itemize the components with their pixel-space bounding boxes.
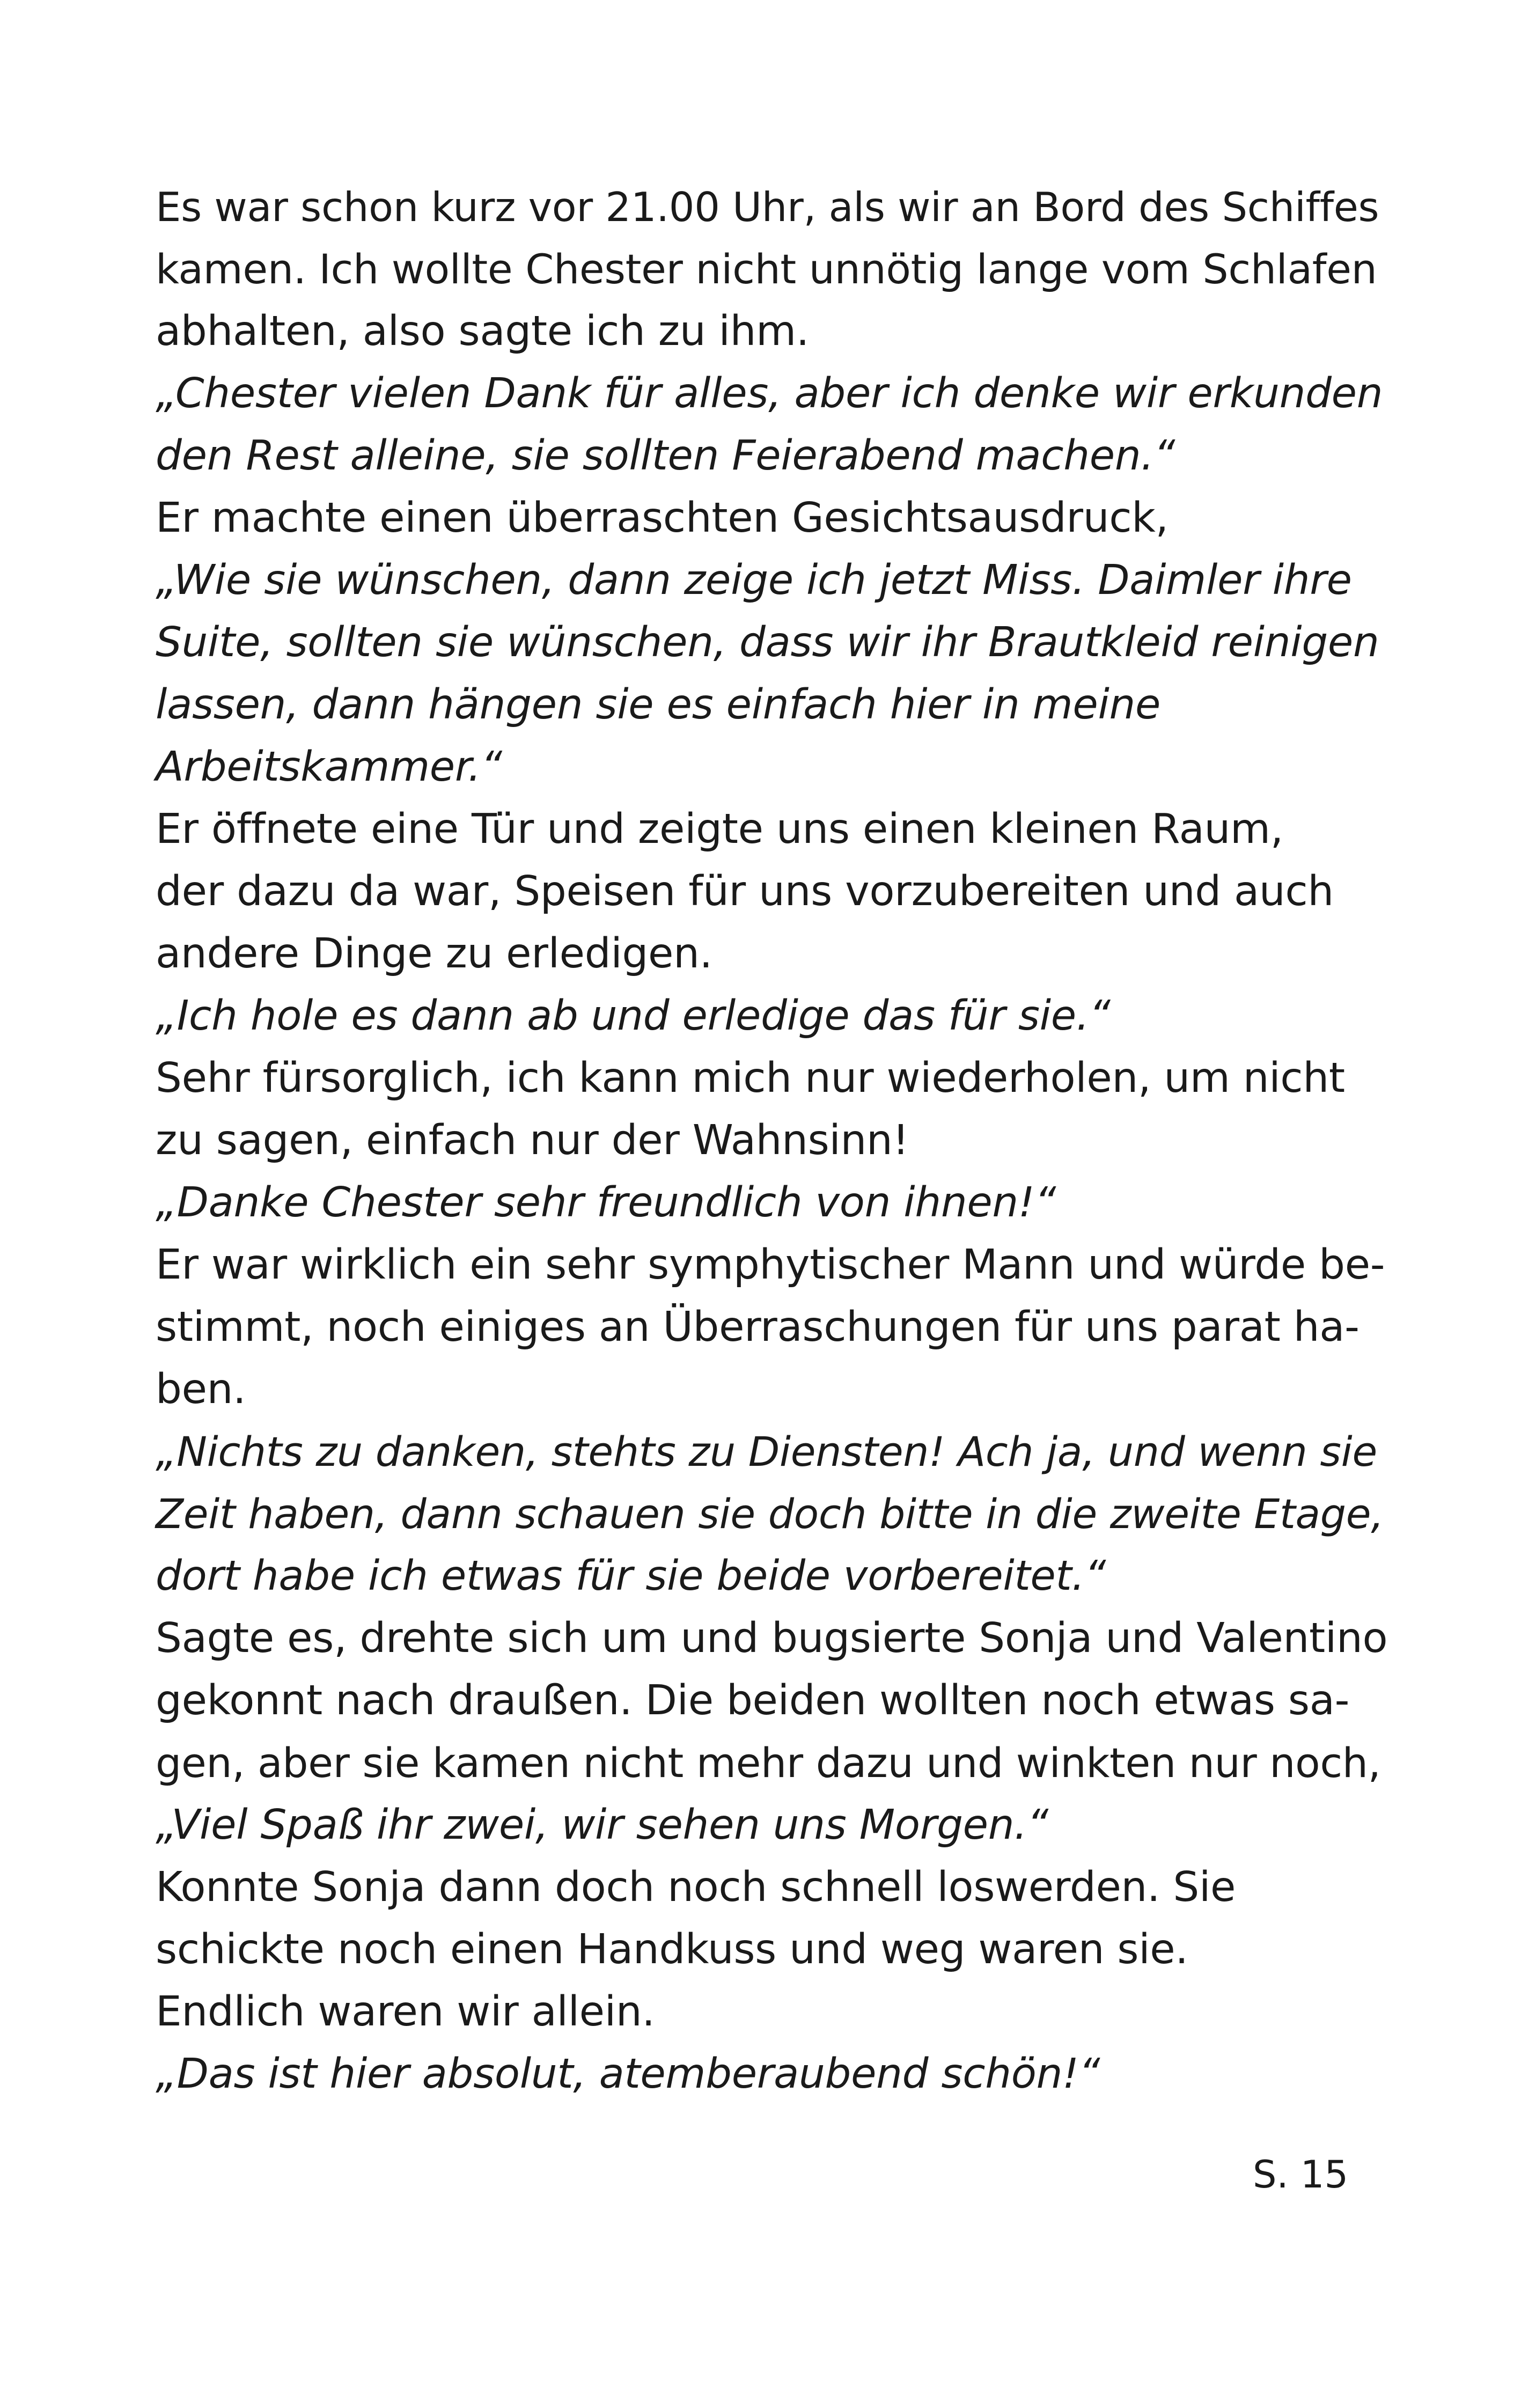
narration-line: der dazu da war, Speisen für uns vorzubereiten und auch <box>156 868 1334 915</box>
dialogue-line: dort habe ich etwas für sie beide vorbereitet.“ <box>156 1552 1106 1600</box>
dialogue-line: „Viel Spaß ihr zwei, wir sehen uns Morgen.“ <box>156 1801 1048 1849</box>
narration-line: Er war wirklich ein sehr symphytischer Mann und würde be- <box>156 1241 1385 1289</box>
dialogue-line: „Das ist hier absolut, atemberaubend schön!“ <box>156 2050 1100 2098</box>
dialogue-line: den Rest alleine, sie sollten Feierabend machen.“ <box>156 432 1175 480</box>
narration-line: schickte noch einen Handkuss und weg waren sie. <box>156 1926 1188 1973</box>
dialogue-line: Zeit haben, dann schauen sie doch bitte in die zweite Etage, <box>156 1490 1384 1538</box>
narration-line: kamen. Ich wollte Chester nicht unnötig lange vom Schlafen <box>156 245 1377 293</box>
narration-line: Konnte Sonja dann doch noch schnell loswerden. Sie <box>156 1863 1236 1911</box>
dialogue-line: „Ich hole es dann ab und erledige das für sie.“ <box>156 992 1111 1040</box>
narration-line: gekonnt nach draußen. Die beiden wollten noch etwas sa- <box>156 1677 1350 1724</box>
dialogue-line: „Wie sie wünschen, dann zeige ich jetzt Miss. Daimler ihre <box>156 556 1352 604</box>
narration-line: Es war schon kurz vor 21.00 Uhr, als wir an Bord des Schiffes <box>156 183 1379 231</box>
dialogue-line: Arbeitskammer.“ <box>156 743 502 791</box>
narration-line: gen, aber sie kamen nicht mehr dazu und winkten nur noch, <box>156 1739 1381 1787</box>
dialogue-line: „Danke Chester sehr freundlich von ihnen!“ <box>156 1179 1056 1227</box>
dialogue-line: Suite, sollten sie wünschen, dass wir ihr Brautkleid reinigen <box>156 619 1379 666</box>
page-number: S. 15 <box>1252 2153 1348 2197</box>
narration-line: andere Dinge zu erledigen. <box>156 930 712 978</box>
dialogue-line: lassen, dann hängen sie es einfach hier in meine <box>156 681 1161 729</box>
narration-line: Er öffnete eine Tür und zeigte uns einen kleinen Raum, <box>156 805 1283 853</box>
narration-line: abhalten, also sagte ich zu ihm. <box>156 307 810 355</box>
narration-line: Sehr fürsorglich, ich kann mich nur wiederholen, um nicht <box>156 1054 1345 1102</box>
dialogue-line: „Nichts zu danken, stehts zu Diensten! Ach ja, und wenn sie <box>156 1428 1377 1475</box>
narration-line: Er machte einen überraschten Gesichtsausdruck, <box>156 494 1169 542</box>
narration-line: stimmt, noch einiges an Überraschungen für uns parat ha- <box>156 1303 1360 1351</box>
narration-line: zu sagen, einfach nur der Wahnsinn! <box>156 1117 909 1164</box>
narration-line: Sagte es, drehte sich um und bugsierte Sonja und Valentino <box>156 1614 1388 1662</box>
page-body-text <box>156 176 1390 2105</box>
narration-line: Endlich waren wir allein. <box>156 1988 655 2036</box>
narration-line: ben. <box>156 1365 246 1413</box>
dialogue-line: „Chester vielen Dank für alles, aber ich denke wir erkunden <box>156 370 1383 417</box>
